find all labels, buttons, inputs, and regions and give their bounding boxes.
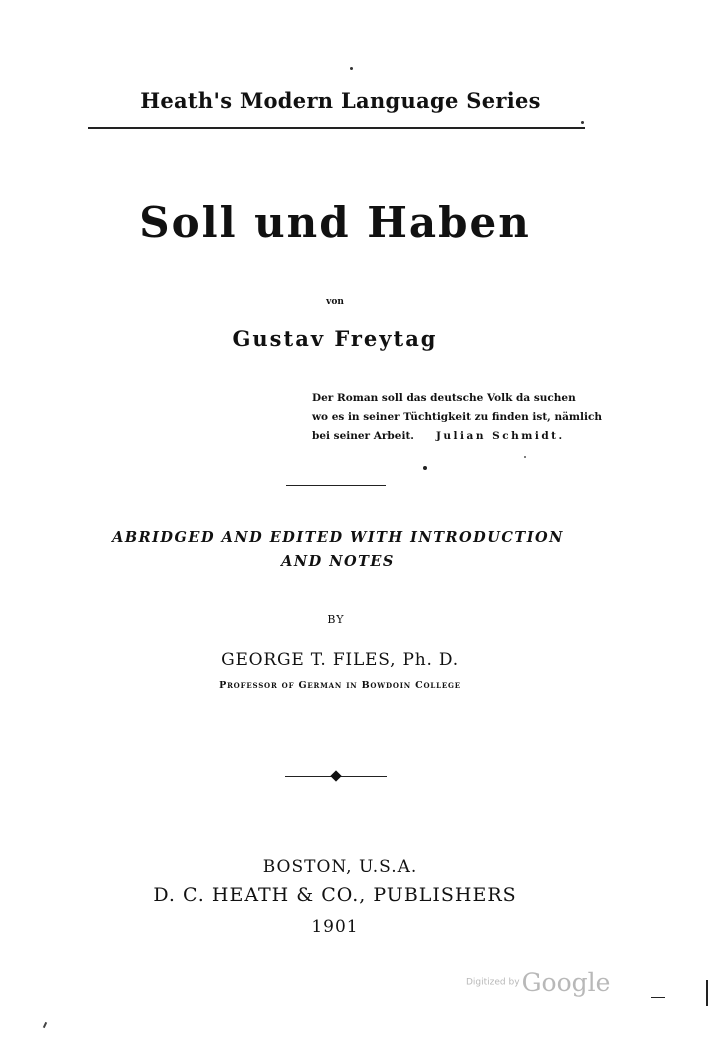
epigraph-line: wo es in seiner Tüchtigkeit zu finden ist, nämlich	[312, 411, 603, 423]
epigraph	[312, 389, 602, 446]
publisher-name: D. C. HEATH & CO., PUBLISHERS	[153, 884, 517, 906]
speck-mark	[524, 456, 526, 458]
scan-artifact-dash	[651, 997, 665, 998]
speck-mark	[581, 121, 584, 124]
speck-mark	[423, 466, 427, 470]
watermark-brand: Google	[521, 968, 611, 997]
epigraph-attribution: Julian Schmidt.	[435, 430, 565, 442]
by-word: BY	[327, 613, 345, 626]
scan-artifact-bar	[706, 980, 708, 1006]
series-title: Heath's Modern Language Series	[140, 88, 541, 113]
short-divider	[286, 485, 386, 486]
digitized-watermark	[466, 968, 646, 997]
publication-place: BOSTON, U.S.A.	[262, 857, 418, 877]
edition-subtitle	[88, 526, 588, 574]
speck-mark	[350, 67, 353, 70]
publication-year: 1901	[311, 917, 359, 937]
subtitle-line: ABRIDGED AND EDITED WITH INTRODUCTION	[112, 529, 564, 546]
author-name: Gustav Freytag	[232, 326, 438, 351]
book-title: Soll und Haben	[139, 198, 531, 247]
watermark-prefix: Digitized by	[466, 977, 520, 988]
editor-name: GEORGE T. FILES, Ph. D.	[221, 650, 459, 670]
by-word-german: von	[326, 297, 344, 307]
editor-affiliation: Professor of German in Bowdoin College	[219, 680, 461, 691]
epigraph-line: bei seiner Arbeit.	[312, 430, 414, 442]
epigraph-line-last	[312, 427, 602, 446]
series-divider	[88, 127, 585, 129]
diamond-ornament-icon	[330, 770, 341, 781]
scan-artifact-tick	[43, 1022, 47, 1028]
epigraph-line: Der Roman soll das deutsche Volk da suchen	[312, 392, 576, 404]
subtitle-line: AND NOTES	[281, 553, 395, 570]
